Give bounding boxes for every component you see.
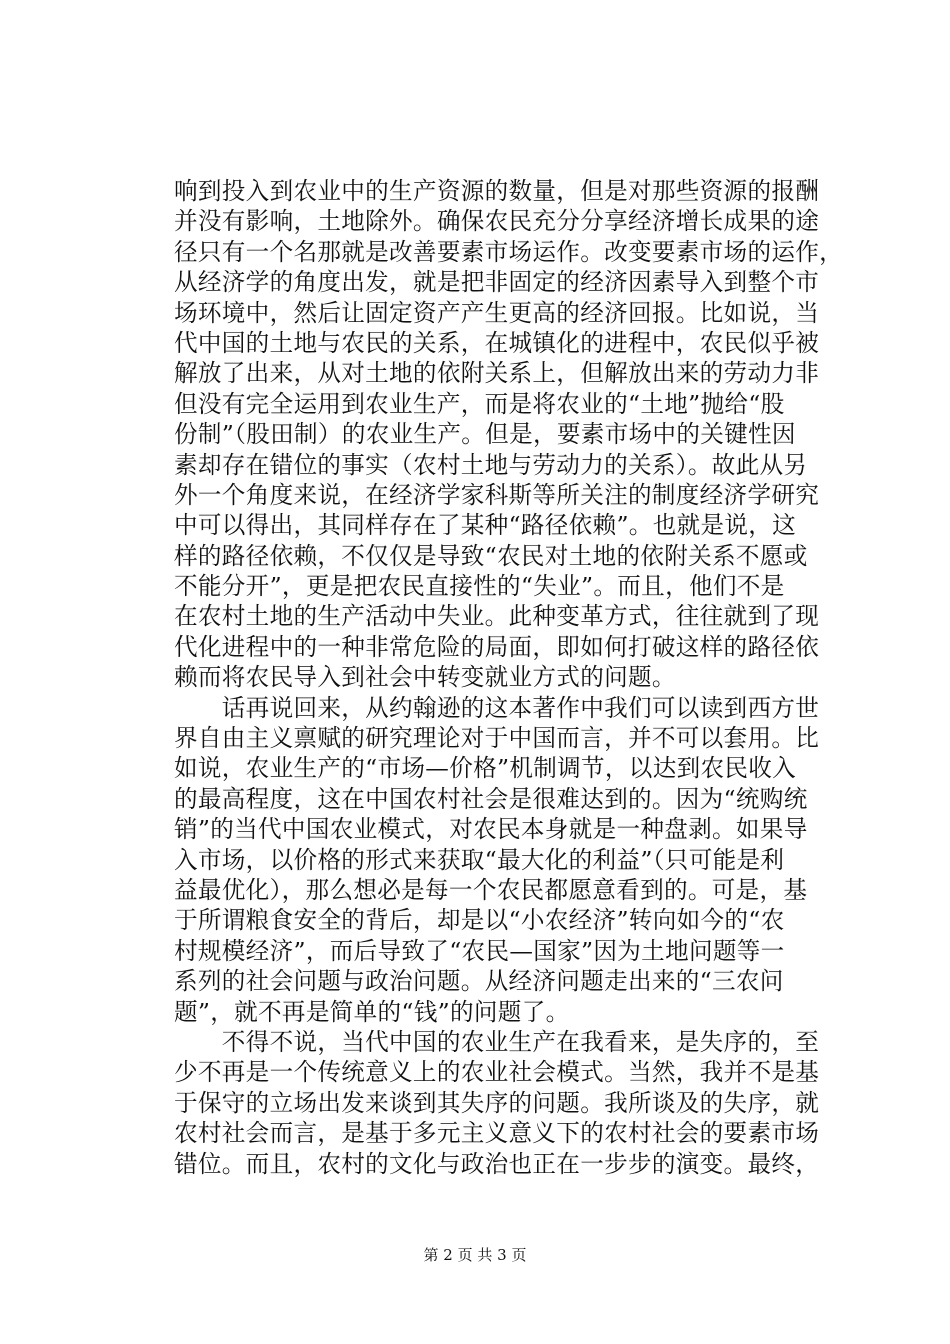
text-line: 益最优化），那么想必是每一个农民都愿意看到的。可是，基 bbox=[174, 875, 808, 904]
text-line: 素却存在错位的事实（农村土地与劳动力的关系）。故此从另 bbox=[174, 450, 808, 479]
text-line: 不能分开”，更是把农民直接性的“失业”。而且，他们不是 bbox=[174, 572, 785, 601]
text-line: 径只有一个名那就是改善要素市场运作。改变要素市场的运作， bbox=[174, 237, 844, 266]
text-line: 入市场，以价格的形式来获取“最大化的利益”（只可能是利 bbox=[174, 845, 785, 874]
text-line: 的最高程度，这在中国农村社会是很难达到的。因为“统购统 bbox=[174, 784, 808, 813]
text-line: 代中国的土地与农民的关系，在城镇化的进程中，农民似乎被 bbox=[174, 328, 820, 357]
text-line: 赖而将农民导入到社会中转变就业方式的问题。 bbox=[174, 663, 676, 692]
text-line: 但没有完全运用到农业生产，而是将农业的“土地”抛给“股 bbox=[174, 389, 785, 418]
text-line: 于保守的立场出发来谈到其失序的问题。我所谈及的失序，就 bbox=[174, 1088, 820, 1117]
text-line: 解放了出来，从对土地的依附关系上，但解放出来的劳动力非 bbox=[174, 359, 820, 388]
text-line: 份制”（股田制）的农业生产。但是，要素市场中的关键性因 bbox=[174, 420, 796, 449]
text-line: 农村社会而言，是基于多元主义意义下的农村社会的要素市场 bbox=[174, 1119, 820, 1148]
text-line: 销”的当代中国农业模式，对农民本身就是一种盘剥。如果导 bbox=[174, 815, 808, 844]
body-text bbox=[174, 176, 844, 1179]
text-line: 不得不说，当代中国的农业生产在我看来，是失序的，至 bbox=[174, 1027, 820, 1056]
text-line: 场环境中，然后让固定资产产生更高的经济回报。比如说，当 bbox=[174, 298, 820, 327]
page-number-indicator: 第 2 页 共 3 页 bbox=[423, 1246, 527, 1264]
text-line: 于所谓粮食安全的背后，却是以“小农经济”转向如今的“农 bbox=[174, 906, 785, 935]
text-line: 并没有影响，土地除外。确保农民充分分享经济增长成果的途 bbox=[174, 207, 820, 236]
text-line: 外一个角度来说，在经济学家科斯等所关注的制度经济学研究 bbox=[174, 480, 820, 509]
text-line: 从经济学的角度出发，就是把非固定的经济因素导入到整个市 bbox=[174, 268, 820, 297]
text-line: 少不再是一个传统意义上的农业社会模式。当然，我并不是基 bbox=[174, 1058, 820, 1087]
text-line: 错位。而且，农村的文化与政治也正在一步步的演变。最终， bbox=[174, 1149, 820, 1178]
text-line: 如说，农业生产的“市场—价格”机制调节，以达到农民收入 bbox=[174, 754, 797, 783]
text-line: 界自由主义禀赋的研究理论对于中国而言，并不可以套用。比 bbox=[174, 724, 820, 753]
text-line: 中可以得出，其同样存在了某种“路径依赖”。也就是说，这 bbox=[174, 511, 797, 540]
text-line: 题”，就不再是简单的“钱”的问题了。 bbox=[174, 997, 570, 1026]
text-line: 代化进程中的一种非常危险的局面，即如何打破这样的路径依 bbox=[174, 632, 820, 661]
text-line: 话再说回来，从约翰逊的这本著作中我们可以读到西方世 bbox=[174, 693, 820, 722]
text-line: 在农村土地的生产活动中失业。此种变革方式，往往就到了现 bbox=[174, 602, 820, 631]
text-line: 样的路径依赖，不仅仅是导致“农民对土地的依附关系不愿或 bbox=[174, 541, 808, 570]
text-line: 响到投入到农业中的生产资源的数量，但是对那些资源的报酬 bbox=[174, 177, 820, 205]
text-line: 系列的社会问题与政治问题。从经济问题走出来的“三农问 bbox=[174, 967, 784, 996]
text-line: 村规模经济”，而后导致了“农民—国家”因为土地问题等一 bbox=[174, 936, 785, 965]
page-footer bbox=[0, 1245, 950, 1265]
